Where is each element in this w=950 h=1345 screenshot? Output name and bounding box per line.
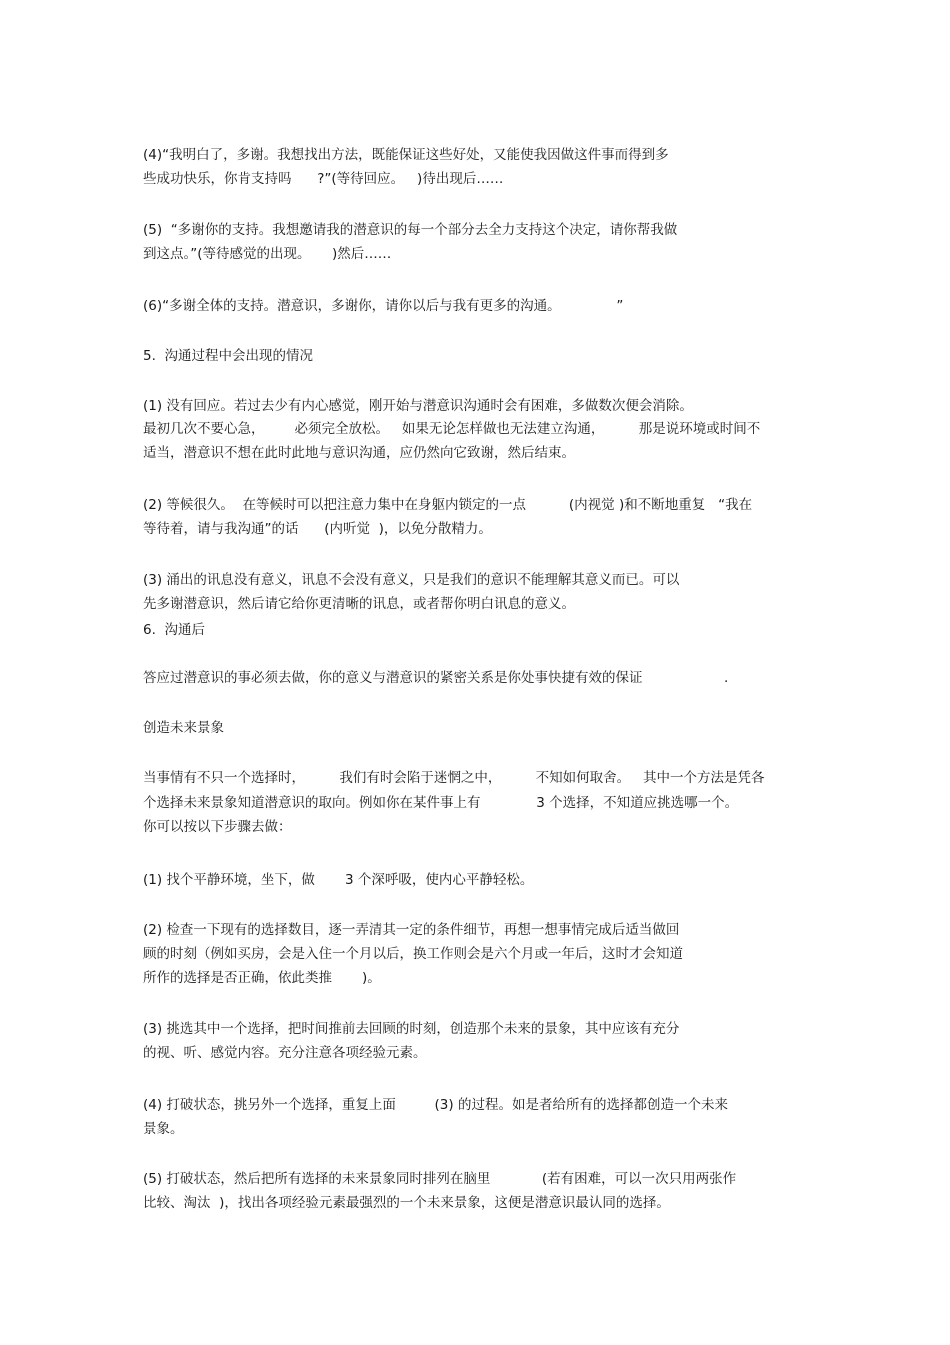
text-line: (6)“多谢全体的支持。潜意识，多谢你，请你以后与我有更多的沟通。 ” (143, 298, 624, 314)
text-line: 些成功快乐，你肯支持吗 ?”(等待回应。 )待出现后…… (143, 171, 504, 187)
text-line: (5) 打破状态，然后把所有选择的未来景象同时排列在脑里 (若有困难，可以一次只用两张作 (143, 1171, 737, 1187)
section-heading: 创造未来景象 (143, 720, 224, 736)
text-line: 所作的选择是否正确，依此类推 )。 (143, 970, 381, 986)
text-line: 先多谢潜意识，然后请它给你更清晰的讯息，或者帮你明白讯息的意义。 (143, 596, 575, 612)
text-line: (5) “多谢你的支持。我想邀请我的潜意识的每一个部分去全力支持这个决定，请你帮我做 (143, 222, 678, 238)
text-line: 当事情有不只一个选择时， 我们有时会陷于迷惘之中， 不知如何取舍。 其中一个方法是凭各 (143, 770, 765, 786)
text-line: 顾的时刻（例如买房，会是入住一个月以后，换工作则会是六个月或一年后，这时才会知道 (143, 946, 683, 962)
text-line: (2) 检查一下现有的选择数目，逐一弄清其一定的条件细节，再想一想事情完成后适当做回 (143, 922, 680, 938)
text-line: (4) 打破状态，挑另外一个选择，重复上面 (3) 的过程。如是者给所有的选择都创造一个未来 (143, 1097, 728, 1113)
text-line: (4)“我明白了，多谢。我想找出方法，既能保证这些好处，又能使我因做这件事而得到多 (143, 147, 669, 163)
text-line: 到这点。”(等待感觉的出现。 )然后…… (143, 246, 392, 262)
text-line: 等待着，请与我沟通”的话 (内听觉 )，以免分散精力。 (143, 521, 492, 537)
text-line: (3) 挑选其中一个选择，把时间推前去回顾的时刻，创造那个未来的景象，其中应该有充分 (143, 1021, 680, 1037)
text-line: 景象。 (143, 1121, 184, 1137)
text-line: (1) 找个平静环境，坐下，做 3 个深呼吸，使内心平静轻松。 (143, 872, 534, 888)
text-line: (1) 没有回应。若过去少有内心感觉，刚开始与潜意识沟通时会有困难，多做数次便会消除。 (143, 398, 693, 414)
text-line: 你可以按以下步骤去做： (143, 819, 292, 835)
text-line: 比较、淘汰 )，找出各项经验元素最强烈的一个未来景象，这便是潜意识最认同的选择。 (143, 1195, 670, 1211)
text-line: 的视、听、感觉内容。充分注意各项经验元素。 (143, 1045, 427, 1061)
text-line: (3) 涌出的讯息没有意义，讯息不会没有意义，只是我们的意识不能理解其意义而已。可以 (143, 572, 680, 588)
text-line: 适当，潜意识不想在此时此地与意识沟通，应仍然向它致谢，然后结束。 (143, 445, 575, 461)
text-line: 最初几次不要心急， 必须完全放松。 如果无论怎样做也无法建立沟通， 那是说环境或时间不 (143, 421, 761, 437)
text-line: 个选择未来景象知道潜意识的取向。例如你在某件事上有 3 个选择，不知道应挑选哪一个。 (143, 795, 739, 811)
text-line: (2) 等候很久。 在等候时可以把注意力集中在身躯内锁定的一点 (内视觉 )和不断地重复 “我在 (143, 497, 753, 513)
section-heading: 5. 沟通过程中会出现的情况 (143, 348, 313, 364)
section-heading: 6. 沟通后 (143, 622, 205, 638)
text-line: 答应过潜意识的事必须去做，你的意义与潜意识的紧密关系是你处事快捷有效的保证 . (143, 670, 729, 686)
